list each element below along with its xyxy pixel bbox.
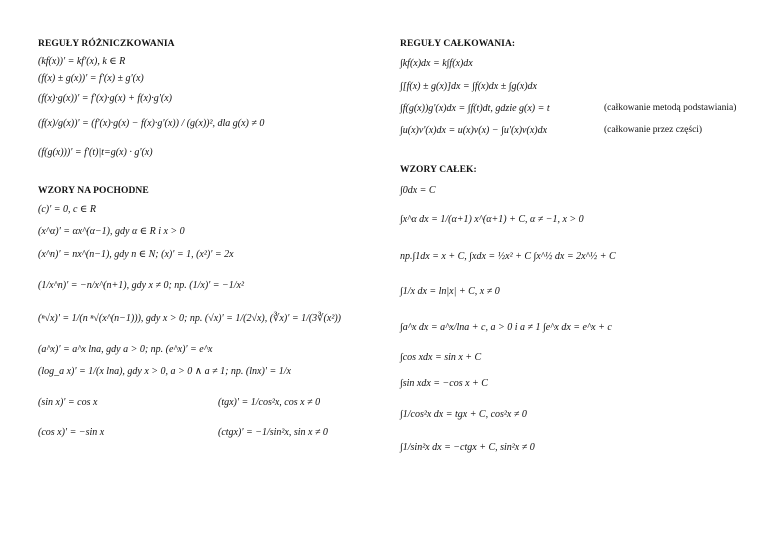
int-rule-substitution: ∫f(g(x))g'(x)dx = ∫f(t)dt, gdzie g(x) = t	[400, 103, 550, 114]
derivative-power-real: (x^α)' = αx^(α−1), gdy α ∈ R i x > 0	[38, 226, 185, 237]
derivative-cos: (cos x)' = −sin x	[38, 427, 105, 438]
note-substitution: (całkowanie metodą podstawiania)	[604, 103, 737, 113]
derivative-tg: (tgx)' = 1/cos²x, cos x ≠ 0	[218, 397, 321, 408]
derivative-reciprocal-power: (1/x^n)' = −n/x^(n+1), gdy x ≠ 0; np. (1/x)' = −1/x²	[38, 280, 244, 291]
integral-cos: ∫cos xdx = sin x + C	[400, 352, 482, 363]
derivative-exponential: (a^x)' = a^x lna, gdy a > 0; np. (e^x)' = e^x	[38, 344, 213, 355]
derivative-constant: (c)' = 0, c ∈ R	[38, 204, 96, 215]
derivative-root: (ⁿ√x)' = 1/(n ⁿ√(x^(n−1))), gdy x > 0; np. (√x)' = 1/(2√x), (∛x)' = 1/(3∛(x²))	[38, 313, 341, 324]
integral-sin: ∫sin xdx = −cos x + C	[400, 378, 488, 389]
integral-power: ∫x^α dx = 1/(α+1) x^(α+1) + C, α ≠ −1, x > 0	[400, 214, 584, 225]
derivative-power-natural: (x^n)' = nx^(n−1), gdy n ∈ N; (x)' = 1, (x²)' = 2x	[38, 249, 234, 260]
diff-rule-chain: (f(g(x)))' = f'(t)|t=g(x) · g'(x)	[38, 147, 153, 158]
int-rule-constant: ∫kf(x)dx = k∫f(x)dx	[400, 58, 473, 69]
diff-rule-product: (f(x)·g(x))' = f'(x)·g(x) + f(x)·g'(x)	[38, 93, 172, 104]
derivatives-title: WZORY NA POCHODNE	[38, 186, 149, 196]
integral-power-examples: np.∫1dx = x + C, ∫xdx = ½x² + C ∫x^½ dx = 2x^½ + C	[400, 251, 616, 262]
diff-rule-constant: (kf(x))' = kf'(x), k ∈ R	[38, 56, 126, 67]
derivative-logarithm: (log_a x)' = 1/(x lna), gdy x > 0, a > 0 ∧ a ≠ 1; np. (lnx)' = 1/x	[38, 366, 291, 377]
integral-csc-squared: ∫1/sin²x dx = −ctgx + C, sin²x ≠ 0	[400, 442, 535, 453]
integrals-title: WZORY CAŁEK:	[400, 165, 477, 175]
diff-rule-quotient: (f(x)/g(x))' = (f'(x)·g(x) − f(x)·g'(x)) / (g(x))², dla g(x) ≠ 0	[38, 118, 265, 129]
derivative-ctg: (ctgx)' = −1/sin²x, sin x ≠ 0	[218, 427, 328, 438]
diff-rule-sum: (f(x) ± g(x))' = f'(x) ± g'(x)	[38, 73, 144, 84]
integral-zero: ∫0dx = C	[400, 185, 436, 196]
note-parts: (całkowanie przez części)	[604, 125, 703, 135]
integration-title: REGUŁY CAŁKOWANIA:	[400, 39, 516, 49]
int-rule-parts: ∫u(x)v'(x)dx = u(x)v(x) − ∫u'(x)v(x)dx	[400, 125, 548, 136]
differentiation-title: REGUŁY RÓŻNICZKOWANIA	[38, 39, 175, 49]
integral-reciprocal: ∫1/x dx = ln|x| + C, x ≠ 0	[400, 286, 500, 297]
int-rule-sum: ∫[f(x) ± g(x)]dx = ∫f(x)dx ± ∫g(x)dx	[400, 81, 537, 92]
integral-exponential: ∫a^x dx = a^x/lna + c, a > 0 i a ≠ 1 ∫e^x dx = e^x + c	[400, 322, 612, 333]
derivative-sin: (sin x)' = cos x	[38, 397, 98, 408]
integral-sec-squared: ∫1/cos²x dx = tgx + C, cos²x ≠ 0	[400, 409, 527, 420]
